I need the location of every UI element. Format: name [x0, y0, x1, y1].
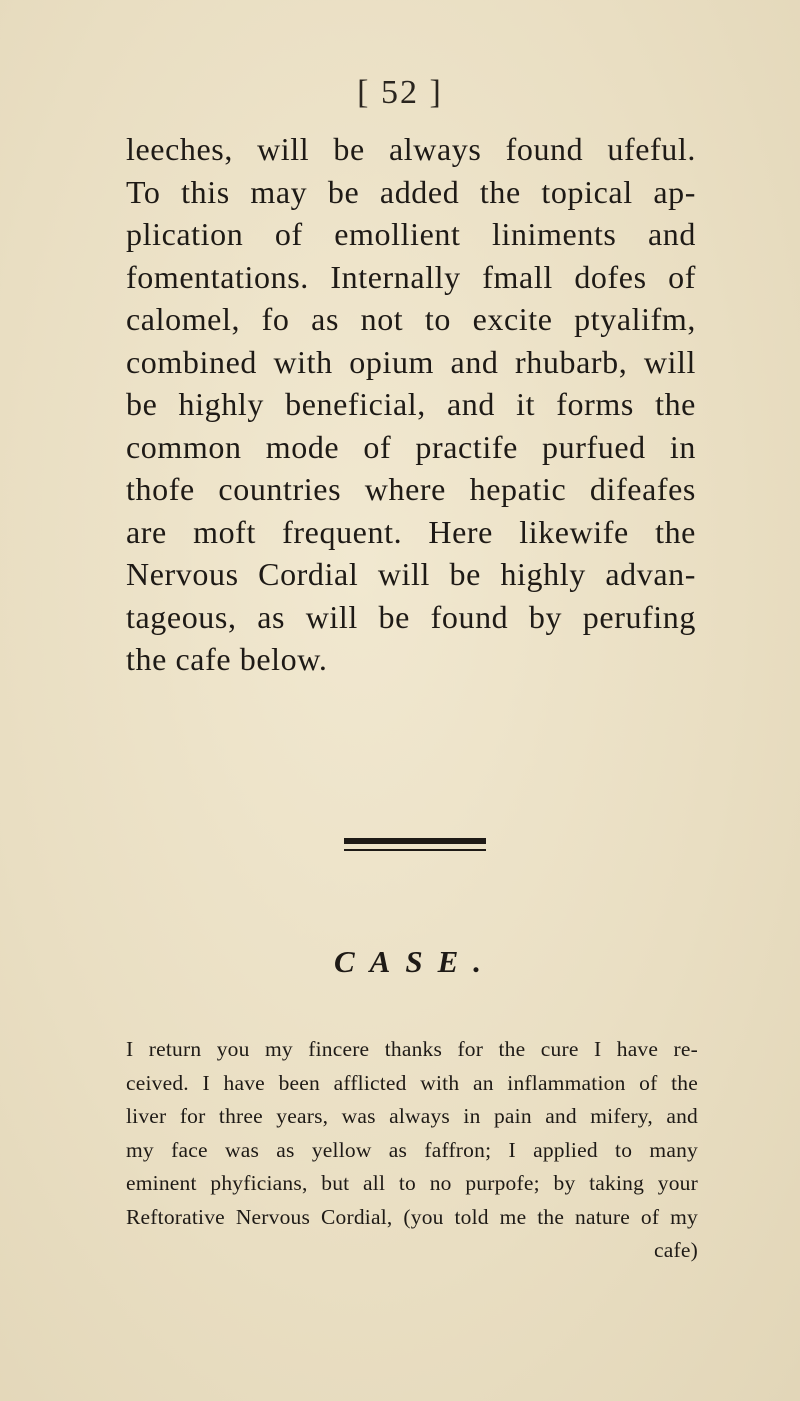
text-line: Nervous Cordial will be highly advan-	[126, 556, 696, 592]
case-text-line: cafe)	[654, 1238, 698, 1262]
body-paragraph	[126, 128, 696, 681]
text-line: common mode of practife purfued in	[126, 428, 696, 465]
page-number: [ 52 ]	[357, 74, 443, 111]
text-line: To this may be added the topical ap-	[126, 173, 696, 210]
text-line: be highly beneficial, and it forms the	[126, 386, 696, 422]
case-text-line: liver for three years, was always in pain and mifery, and	[126, 1104, 698, 1128]
text-line: the cafe below.	[126, 641, 328, 677]
case-text-line: eminent phyficians, but all to no purpofe; by taking your	[126, 1171, 698, 1195]
case-letter	[126, 1033, 698, 1268]
text-line: are moft frequent. Here likewife the	[126, 513, 696, 550]
text-line: plication of emollient liniments and	[126, 216, 696, 252]
case-text-line: my face was as yellow as faffron; I applied to many	[126, 1137, 698, 1162]
case-text-line: I return you my fincere thanks for the cure I have re-	[126, 1037, 698, 1061]
case-text-line: Reftorative Nervous Cordial, (you told me the nature of my	[126, 1204, 698, 1229]
text-line: leeches, will be always found ufeful.	[126, 131, 696, 167]
text-line: tageous, as will be found by perufing	[126, 598, 696, 635]
section-divider-thick	[344, 838, 486, 844]
text-line: calomel, fo as not to excite ptyalifm,	[126, 301, 696, 337]
case-heading: CASE.	[333, 944, 497, 979]
case-text-line: ceived. I have been afflicted with an inflammation of the	[126, 1070, 698, 1095]
text-line: combined with opium and rhubarb, will	[126, 343, 696, 380]
section-divider-thin	[344, 849, 486, 851]
text-line: thofe countries where hepatic difeafes	[126, 471, 696, 507]
text-line: fomentations. Internally fmall dofes of	[126, 258, 696, 295]
